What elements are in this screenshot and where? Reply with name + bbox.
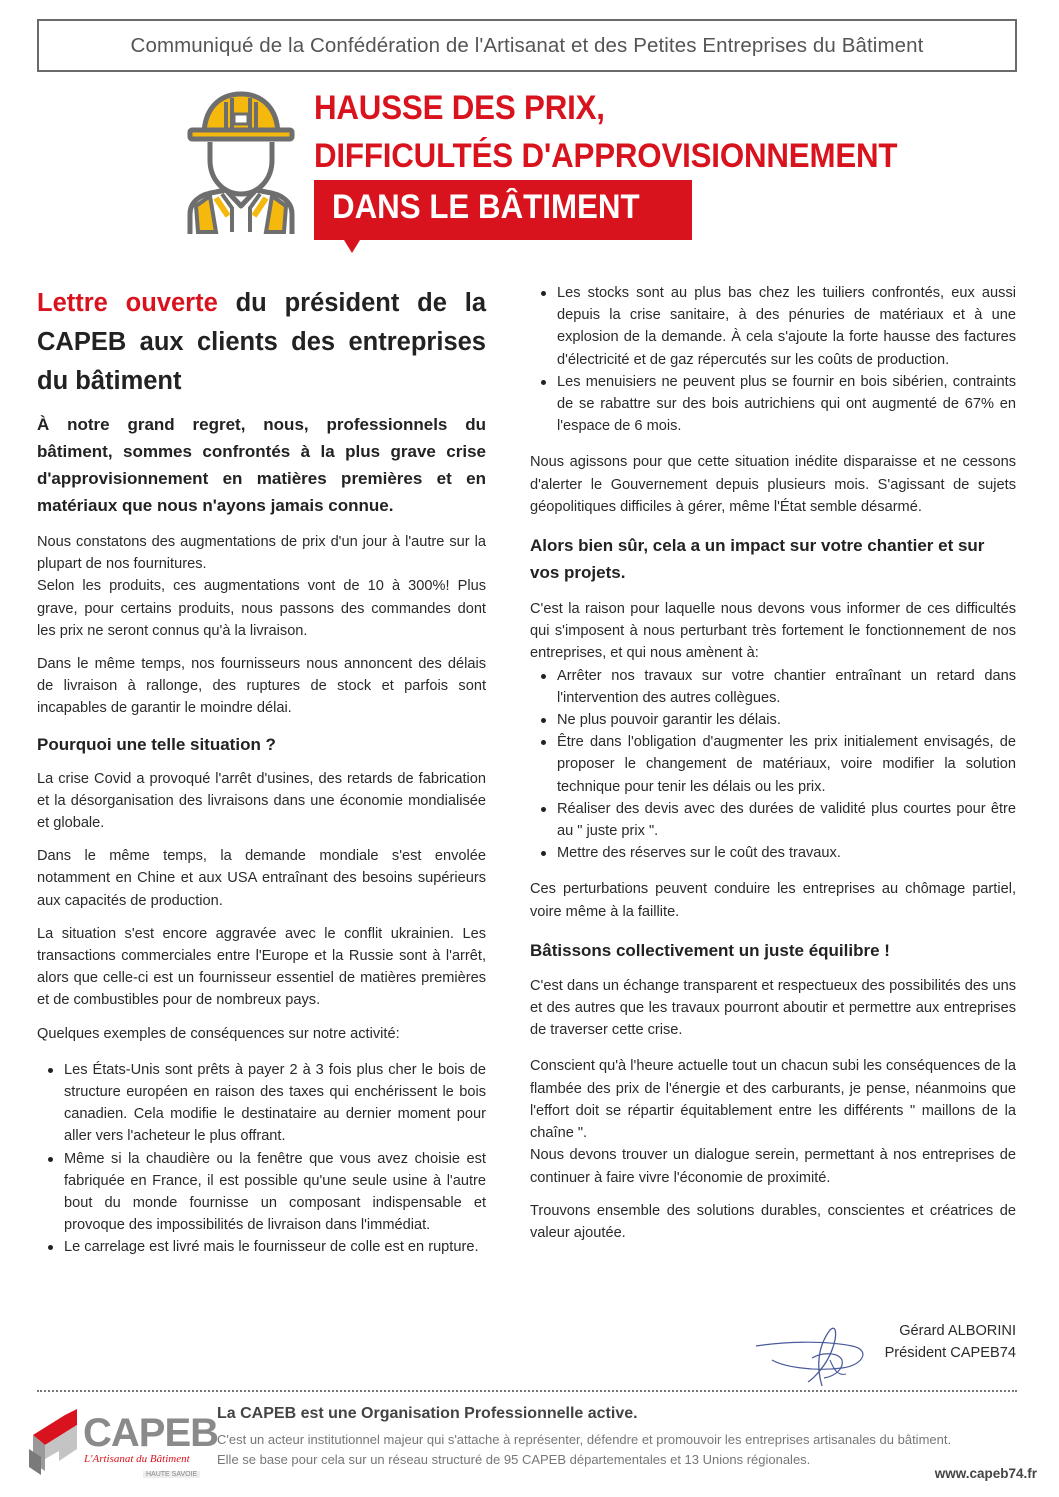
paragraph-covid: La crise Covid a provoqué l'arrêt d'usines, des retards de fabrication et la désorganisation des livraisons dans une économie mondialisée et globale.: [37, 770, 486, 832]
examples-list: [37, 1059, 486, 1259]
examples-list-continued: [530, 282, 1016, 437]
footer-title: La CAPEB est une Organisation Professionnelle active.: [217, 1405, 638, 1422]
banner-text: Communiqué de la Confédération de l'Artisanat et des Petites Entreprises du Bâtiment: [130, 33, 924, 57]
list-item: Les stocks sont au plus bas chez les tuiliers confrontés, eux aussi depuis la crise sanitaire, à des pénuries de matériaux et à une explosion de la demande. À cela s'ajoute la forte hausse des factures d'électricité et de gaz répercutés sur les coûts de production.: [530, 282, 1016, 371]
paragraph-demand: Dans le même temps, la demande mondiale s'est envolée notamment en Chine et aux USA entraînant des besoins supérieurs aux capacités de production.: [37, 848, 486, 909]
letter-title: [37, 284, 486, 401]
paragraph-exchange: C'est dans un échange transparent et respectueux des possibilités des uns et des autres que les travaux pourront aboutir et permettre aux entreprises de traverser cette crise.: [530, 977, 1016, 1039]
title-line-1: HAUSSE DES PRIX,: [314, 89, 605, 127]
signatory-role: Président CAPEB74: [884, 1345, 1016, 1361]
title-line-3: DANS LE BÂTIMENT: [332, 188, 640, 226]
list-item: Le carrelage est livré mais le fournisseur de colle est en rupture.: [37, 1236, 486, 1258]
paragraph-examples: Quelques exemples de conséquences sur notre activité:: [37, 1025, 400, 1042]
list-item: Arrêter nos travaux sur votre chantier entraînant un retard dans l'intervention des autres collègues.: [530, 665, 1016, 709]
prices-sentence-1: Nous constatons des augmentations de prix d'un jour à l'autre sur la plupart de nos fournitures.: [37, 534, 486, 573]
letter-title-red: Lettre ouverte: [37, 289, 218, 317]
heading-impact: Alors bien sûr, cela a un impact sur votre chantier et sur vos projets.: [530, 536, 985, 583]
signature-block: [752, 1316, 1016, 1396]
heading-pourquoi: Pourquoi une telle situation ?: [37, 734, 276, 754]
heading-batissons: Bâtissons collectivement un juste équilibre !: [530, 940, 890, 960]
footer-line-1: C'est un acteur institutionnel majeur qui s'attache à représenter, défendre et promouvoir les entreprises artisanales du bâtiment.: [217, 1432, 952, 1447]
conscient-sentence: Conscient qu'à l'heure actuelle tout un chacun subi les conséquences de la flambée des prix de l'énergie et des carburants, je pense, néanmoins que l'effort doit se répartir équitablement entre les différents " maillons de la chaîne ".: [530, 1058, 1016, 1142]
handwritten-signature: [752, 1316, 892, 1396]
paragraph-government: Nous agissons pour que cette situation inédite disparaisse et ne cessons d'alerter le Gouvernement depuis plusieurs mois. S'agissant de sujets géopolitiques difficiles à gérer, même l'État semble désarmé.: [530, 454, 1016, 515]
capeb-logo: [27, 1403, 219, 1483]
paragraph-inform: C'est la raison pour laquelle nous devons vous informer de ces difficultés qui s'imposent à nous perturbant très fortement le fonctionnement de nos entreprises, et qui nous amènent à:: [530, 601, 1016, 662]
paragraph-solutions: Trouvons ensemble des solutions durables, conscientes et créatrices de valeur ajoutée.: [530, 1202, 1016, 1241]
list-item: Mettre des réserves sur le coût des travaux.: [530, 842, 1016, 864]
footer-divider: [37, 1390, 1017, 1392]
title-band: [314, 180, 692, 240]
paragraph-prices: [37, 531, 486, 642]
consequences-list: [530, 665, 1016, 865]
signatory: [885, 1320, 1016, 1364]
paragraph-ukraine: La situation s'est encore aggravée avec le conflit ukrainien. Les transactions commerciales entre l'Europe et la Russie sont à l'arrêt, alors que celle-ci est un fournisseur essentiel de matières premières et de combustibles pour de nombreux pays.: [37, 925, 486, 1009]
construction-worker-icon: [186, 86, 296, 236]
dialogue-sentence: Nous devons trouver un dialogue serein, permettant à nos entreprises de continuer à faire vivre l'économie de proximité.: [530, 1147, 1016, 1186]
left-column: [37, 284, 486, 1270]
capeb-logo-mark: [27, 1405, 85, 1477]
paragraph-delays: Dans le même temps, nos fournisseurs nous annoncent des délais de livraison à rallonge, des ruptures de stock et parfois sont incapables de garantir le moindre délai.: [37, 656, 486, 717]
footer-description: [217, 1430, 1027, 1469]
intro-paragraph: À notre grand regret, nous, professionnels du bâtiment, sommes confrontés à la plus grave crise d'approvisionnement en matières premières et en matériaux que nous n'ayons jamais connue.: [37, 415, 486, 515]
communique-banner: [37, 19, 1017, 72]
list-item: Les États-Unis sont prêts à payer 2 à 3 fois plus cher le bois de structure européen en raison des taxes qui enchérissent le bois canadien. Cela modifie le destinataire au dernier moment pour aller vers l'acheteur le plus offrant.: [37, 1059, 486, 1148]
footer-line-2: Elle se base pour cela sur un réseau structuré de 95 CAPEB départementales et 13 Unions régionales.: [217, 1451, 811, 1467]
title-line-2: DIFFICULTÉS D'APPROVISIONNEMENT: [314, 137, 898, 175]
prices-sentence-2: Selon les produits, ces augmentations vont de 10 à 300%! Plus grave, pour certains produits, nous passons des commandes dont les prix ne seront connus qu'à la livraison.: [37, 578, 486, 639]
right-column: [530, 282, 1016, 1255]
logo-tagline: L'Artisanat du Bâtiment: [84, 1453, 190, 1465]
logo-wordmark: CAPEB: [83, 1411, 219, 1455]
letter-title-rest: du président de la CAPEB aux clients des entreprises du bâtiment: [37, 289, 486, 395]
paragraph-conscient: [530, 1055, 1016, 1188]
paragraph-disruptions: Ces perturbations peuvent conduire les entreprises au chômage partiel, voire même à la faillite.: [530, 881, 1016, 920]
list-item: Être dans l'obligation d'augmenter les prix initialement envisagés, de proposer le changement de matériaux, voire modifier la solution technique pour tenir les délais ou les prix.: [530, 731, 1016, 798]
list-item: Même si la chaudière ou la fenêtre que vous avez choisie est fabriquée en France, il est possible qu'une seule usine à l'autre bout du monde fournisse un composant indispensable et provoque des impossibilités de livraison dans l'immédiat.: [37, 1148, 486, 1237]
list-item: Réaliser des devis avec des durées de validité plus courtes pour être au " juste prix ".: [530, 798, 1016, 842]
list-item: Les menuisiers ne peuvent plus se fournir en bois sibérien, contraints de se rabattre sur des bois autrichiens qui ont augmenté de 67% en l'espace de 6 mois.: [530, 371, 1016, 438]
logo-department: HAUTE SAVOIE: [143, 1471, 200, 1478]
list-item: Ne plus pouvoir garantir les délais.: [530, 709, 1016, 731]
speech-bubble-tail: [344, 240, 360, 253]
website-link[interactable]: www.capeb74.fr: [934, 1466, 1037, 1481]
signatory-name: Gérard ALBORINI: [899, 1323, 1016, 1339]
